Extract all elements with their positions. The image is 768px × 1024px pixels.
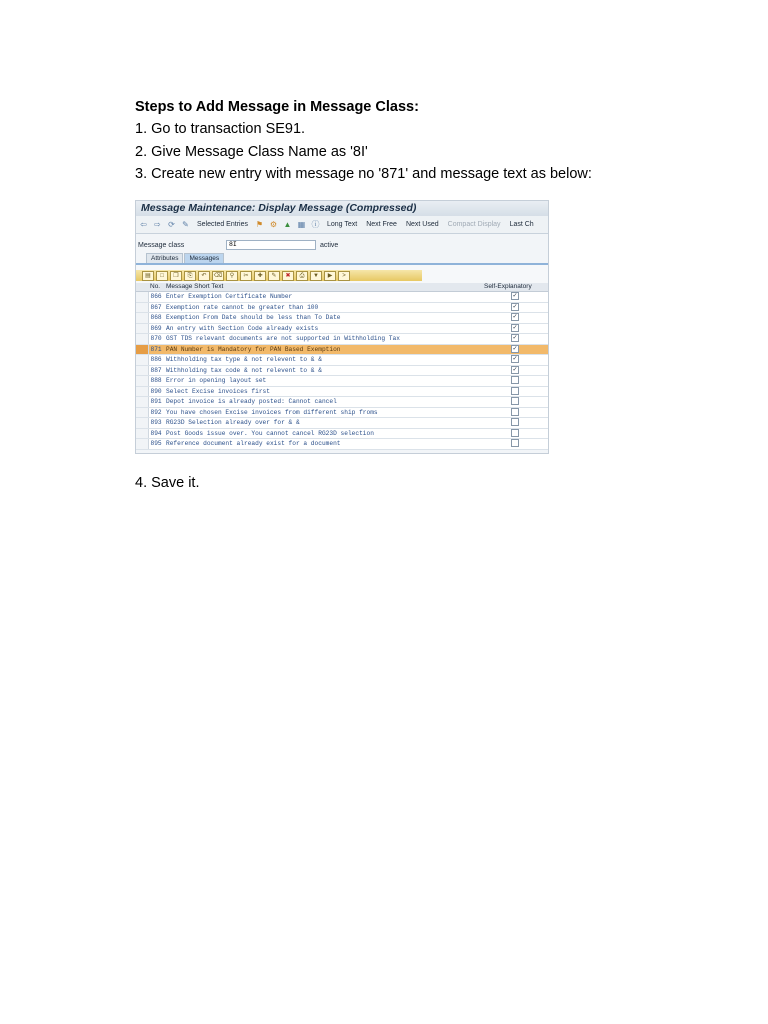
table-row[interactable]	[136, 428, 548, 439]
row-selector[interactable]	[136, 439, 148, 450]
row-selector[interactable]	[136, 334, 148, 345]
table-row[interactable]	[136, 313, 548, 324]
row-select-header[interactable]	[136, 283, 148, 292]
message-number[interactable]: 869	[148, 323, 164, 334]
paste-icon[interactable]: ⎘	[184, 271, 196, 281]
step-3: 3. Create new entry with message no '871' and message text as below:	[135, 166, 592, 182]
self-explanatory-cell	[482, 355, 548, 366]
step-4: 4. Save it.	[135, 475, 200, 491]
undo-icon[interactable]: ↶	[198, 271, 210, 281]
row-selector[interactable]	[136, 418, 148, 429]
message-class-input[interactable]: 8I	[226, 240, 316, 250]
tab-attributes[interactable]: Attributes	[146, 253, 183, 263]
message-short-text[interactable]: Withholding tax type & not relevent to & &	[164, 355, 482, 366]
long-text-button[interactable]: Long Text	[326, 221, 358, 228]
trash-icon[interactable]: ⌫	[213, 272, 223, 279]
self-explanatory-checkbox[interactable]	[511, 397, 519, 405]
message-short-text[interactable]: PAN Number is Mandatory for PAN Based Exemption	[164, 344, 482, 355]
row-selector[interactable]	[136, 376, 148, 387]
table-row[interactable]	[136, 386, 548, 397]
message-number[interactable]: 871	[148, 344, 164, 355]
message-number[interactable]: 866	[148, 292, 164, 303]
transport-icon[interactable]: ⚙	[269, 220, 278, 229]
table-row[interactable]	[136, 355, 548, 366]
row-selector[interactable]	[136, 407, 148, 418]
display-change-icon[interactable]: ⟳	[168, 220, 175, 229]
self-explanatory-cell	[482, 418, 548, 429]
table-row[interactable]	[136, 418, 548, 429]
message-number[interactable]: 888	[148, 376, 164, 387]
info-icon[interactable]: ⓘ	[311, 220, 320, 229]
message-number[interactable]: 887	[148, 365, 164, 376]
self-explanatory-checkbox[interactable]: ✓	[512, 344, 518, 352]
filter-icon[interactable]: ▼	[310, 271, 322, 281]
row-selector[interactable]	[136, 302, 148, 313]
self-explanatory-cell	[482, 302, 548, 313]
insert-icon[interactable]: ✚	[254, 271, 266, 281]
message-class-status: active	[320, 241, 339, 249]
delete-icon[interactable]: ✖	[282, 271, 294, 281]
self-explanatory-checkbox[interactable]	[511, 429, 519, 437]
document-heading: Steps to Add Message in Message Class:	[135, 99, 419, 115]
table-row[interactable]	[136, 407, 548, 418]
selected-entries-button[interactable]: Selected Entries	[197, 221, 248, 228]
message-short-text[interactable]: Post Goods issue over. You cannot cancel RG23D selection	[164, 428, 482, 439]
export-icon[interactable]: ▶	[324, 271, 336, 281]
self-explanatory-checkbox[interactable]	[511, 418, 519, 426]
self-explanatory-cell	[482, 376, 548, 387]
message-number[interactable]: 892	[148, 407, 164, 418]
self-explanatory-cell	[482, 334, 548, 345]
message-short-text[interactable]: Reference document already exist for a document	[164, 439, 482, 450]
message-number[interactable]: 895	[148, 439, 164, 450]
more-icon[interactable]: >	[338, 271, 350, 281]
table-toolbar	[136, 270, 422, 281]
messages-table-body	[136, 292, 548, 450]
message-number[interactable]: 890	[148, 386, 164, 397]
message-short-text[interactable]: Enter Exemption Certificate Number	[164, 292, 482, 303]
compact-display-button[interactable]: Compact Display	[447, 221, 501, 228]
message-short-text[interactable]: Exemption From Date should be less than To Date	[164, 313, 482, 324]
message-short-text[interactable]: RG23D Selection already over for & &	[164, 418, 482, 429]
table-row[interactable]	[136, 376, 548, 387]
row-selector[interactable]	[136, 428, 148, 439]
row-selector[interactable]	[136, 397, 148, 408]
message-short-text[interactable]: An entry with Section Code already exists	[164, 323, 482, 334]
message-number[interactable]: 886	[148, 355, 164, 366]
message-number[interactable]: 870	[148, 334, 164, 345]
self-explanatory-checkbox[interactable]: ✓	[512, 334, 518, 342]
self-explanatory-checkbox[interactable]: ✓	[512, 323, 518, 331]
self-explanatory-cell	[482, 386, 548, 397]
self-explanatory-cell	[482, 407, 548, 418]
layout-icon[interactable]: ▦	[297, 220, 306, 229]
self-explanatory-checkbox[interactable]	[511, 376, 519, 384]
message-number[interactable]: 891	[148, 397, 164, 408]
forward-arrow-icon[interactable]: ⇨	[154, 220, 161, 229]
sap-toolbar	[136, 216, 548, 234]
sap-window-title: Message Maintenance: Display Message (Compressed)	[136, 201, 548, 216]
self-explanatory-checkbox[interactable]: ✓	[512, 292, 518, 300]
back-arrow-icon[interactable]: ⇦	[140, 220, 147, 229]
search-icon[interactable]: ⚲	[226, 271, 238, 281]
table-row[interactable]	[136, 365, 548, 376]
table-row[interactable]	[136, 302, 548, 313]
message-short-text[interactable]: You have chosen Excise invoices from different ship froms	[164, 407, 482, 418]
self-explanatory-cell	[482, 397, 548, 408]
table-row[interactable]	[136, 344, 548, 355]
tab-messages[interactable]: Messages	[184, 253, 224, 263]
column-header-text[interactable]: Message Short Text	[164, 283, 482, 292]
self-explanatory-checkbox[interactable]	[511, 439, 519, 447]
row-selector[interactable]	[136, 355, 148, 366]
next-free-button[interactable]: Next Free	[366, 221, 397, 228]
message-short-text[interactable]: Exemption rate cannot be greater than 100	[164, 302, 482, 313]
table-row[interactable]	[136, 323, 548, 334]
sap-tab-strip	[136, 252, 548, 265]
message-short-text[interactable]: Depot invoice is already posted: Cannot cancel	[164, 397, 482, 408]
self-explanatory-checkbox[interactable]	[511, 408, 519, 416]
row-selector[interactable]	[136, 344, 148, 355]
where-used-icon[interactable]: ⚑	[255, 220, 264, 229]
self-explanatory-cell	[482, 292, 548, 303]
self-explanatory-cell	[482, 439, 548, 450]
messages-table	[136, 283, 548, 450]
message-number[interactable]: 868	[148, 313, 164, 324]
message-class-row	[136, 238, 548, 252]
table-row[interactable]	[136, 439, 548, 450]
step-2: 2. Give Message Class Name as '8I'	[135, 143, 368, 160]
sap-screenshot	[135, 200, 549, 454]
self-explanatory-cell	[482, 344, 548, 355]
message-class-label: Message class	[138, 241, 185, 249]
table-row[interactable]	[136, 397, 548, 408]
document-body	[135, 96, 655, 186]
step-1: 1. Go to transaction SE91.	[135, 121, 306, 137]
cut-icon[interactable]: ✂	[240, 271, 252, 281]
self-explanatory-checkbox[interactable]: ✓	[512, 313, 518, 321]
print-icon[interactable]: ⎙	[296, 271, 308, 281]
row-selector[interactable]	[136, 386, 148, 397]
message-short-text[interactable]: Select Excise invoices first	[164, 386, 482, 397]
self-explanatory-cell	[482, 323, 548, 334]
message-short-text[interactable]: Withholding tax code & not relevent to & &	[164, 365, 482, 376]
deselect-all-icon[interactable]: □	[156, 271, 168, 281]
message-number[interactable]: 893	[148, 418, 164, 429]
row-selector[interactable]	[136, 292, 148, 303]
column-header-self-explanatory[interactable]: Self-Explanatory	[482, 283, 548, 292]
column-header-no[interactable]: No.	[148, 283, 164, 292]
self-explanatory-checkbox[interactable]: ✓	[512, 302, 518, 310]
pencil-icon: ✎	[182, 220, 189, 229]
self-explanatory-cell	[482, 313, 548, 324]
last-changed-button[interactable]: Last Ch	[509, 221, 534, 228]
message-short-text[interactable]: GST TDS relevant documents are not supported in Withholding Tax	[164, 334, 482, 345]
select-all-icon[interactable]: ▤	[142, 271, 154, 281]
self-explanatory-checkbox[interactable]	[511, 387, 519, 395]
row-selector[interactable]	[136, 365, 148, 376]
message-number[interactable]: 867	[148, 302, 164, 313]
table-row[interactable]	[136, 292, 548, 303]
message-short-text[interactable]: Error in opening layout set	[164, 376, 482, 387]
table-header-row	[136, 283, 548, 292]
table-row[interactable]	[136, 334, 548, 345]
row-selector[interactable]	[136, 323, 148, 334]
self-explanatory-cell	[482, 428, 548, 439]
hierarchy-icon[interactable]: ▲	[283, 220, 292, 229]
next-used-button[interactable]: Next Used	[405, 221, 439, 228]
copy-icon[interactable]: ❐	[170, 271, 182, 281]
message-number[interactable]: 894	[148, 428, 164, 439]
self-explanatory-checkbox[interactable]: ✓	[512, 365, 518, 373]
mark-icon[interactable]: ✎	[268, 271, 280, 281]
self-explanatory-checkbox[interactable]: ✓	[512, 355, 518, 363]
self-explanatory-cell	[482, 365, 548, 376]
row-selector[interactable]	[136, 313, 148, 324]
messages-panel	[136, 265, 548, 450]
